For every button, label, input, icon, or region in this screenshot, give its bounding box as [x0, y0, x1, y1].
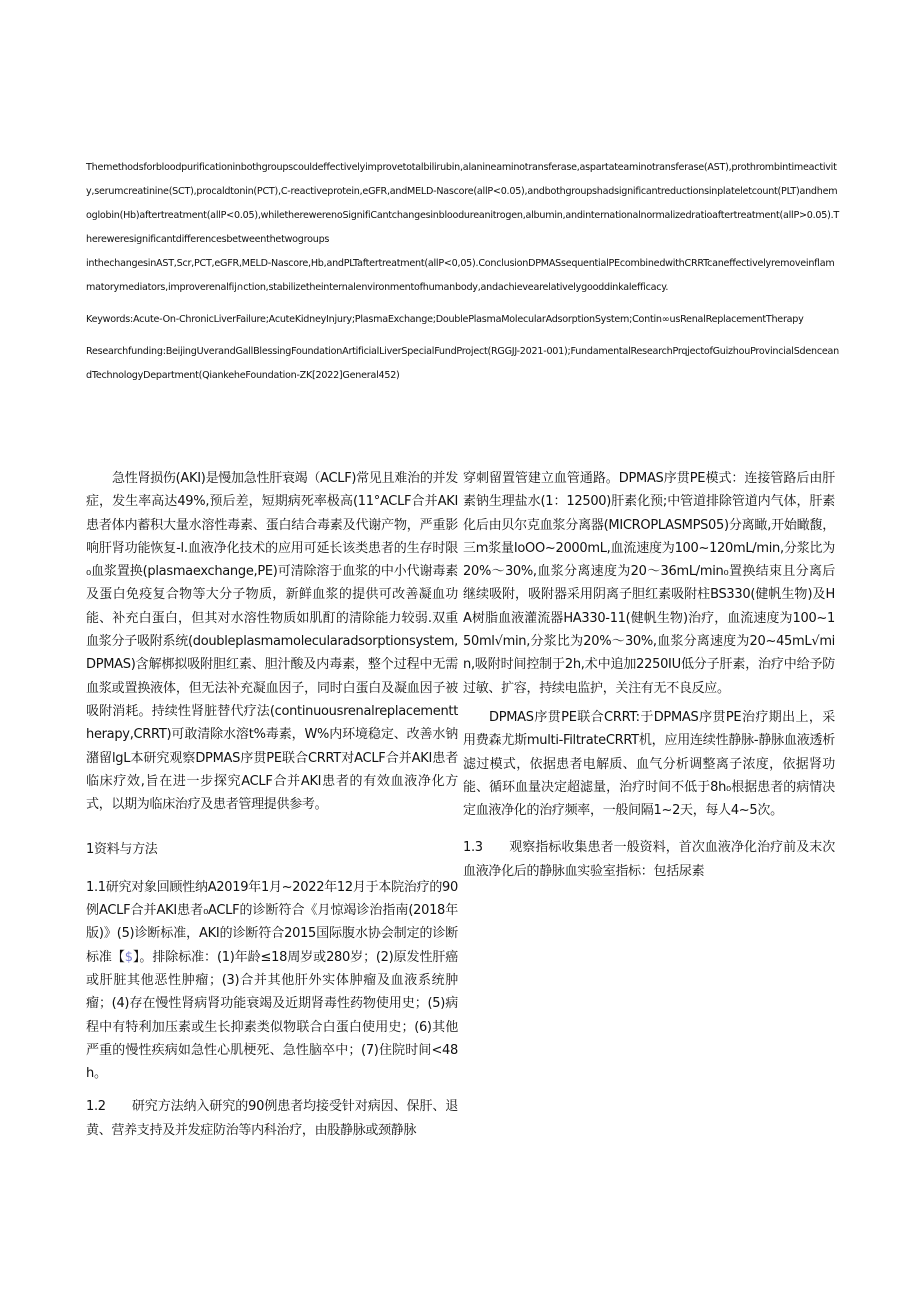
abstract-funding: Researchfunding:BeijingUverandGallBlessingFoundationArtificialLiverSpecialFundProject(RGGJJ-2021-001);FundamentalResearchPrqjectofGuizhouProvincialSdenceandTechnologyDepartment(QiankeheFoundation-ZK[2022]General452)	[86, 346, 839, 381]
section-1-1-paragraph	[86, 876, 458, 1086]
right-column	[463, 467, 835, 883]
section-1-heading: 1资料与方法	[86, 842, 158, 858]
abstract-keywords: Keywords:Acute-On-ChronicLiverFailure;AcuteKidneyInjury;PlasmaExchange;DoublePlasmaMolecularAdsorptionSystem;Contin∞usRenalReplacementTherapy	[86, 314, 804, 325]
abstract-results-part1: Themethodsforbloodpurificationinbothgroupscouldeffectivelyimprovetotalbilirubin,alanineaminotransferase,aspartateaminotransferase(AST),prothrombintimeactivity,serumcreatinine(SCT),procaldtonin(PCT),C-reactiveprotein,eGFR,andMELD-Nascore(allP<0.05),andbothgroupshadsignificantreductionsinplateletcount(PLT)andhemoglobin(Hb)aftertreatment(allP<0.05),whiletherewerenoSignifiCantchangesinbloodureanitrogen,albumin,andinternationalnormalizedratioaftertreatment(allP>0.05).Thereweresignificantdifferencesbetweenthetwogroups	[86, 162, 840, 245]
section-1-1-text-b: 】。排除标准：(1)年龄≤18周岁或280岁；(2)原发性肝癌或肝脏其他恶性肿瘤；(3)合并其他肝外实体肿瘤及血液系统肿瘤；(4)存在慢性肾病肾功能衰竭及近期肾毒性药物使用史；(5)病程中有特利加压素或生长抑素类似物联合白蛋白使用史；(6)其他严重的慢性疾病如急性心肌梗死、急性脑卒中；(7)住院时间<48h。	[86, 949, 458, 1082]
section-1-3-paragraph: 1.3 观察指标收集患者一般资料，首次血液净化治疗前及末次血液净化后的静脉血实验室指标：包括尿素	[463, 840, 835, 879]
section-1-2-paragraph: 1.2 研究方法纳入研究的90例患者均接受针对病因、保肝、退黄、营养支持及并发症防治等内科治疗，由股静脉或颈静脉	[86, 1099, 458, 1138]
english-abstract	[86, 156, 840, 388]
intro-paragraph: 急性肾损伤(AKI)是慢加急性肝衰竭（ACLF)常见且难治的并发症，发生率高达49%,预后差，短期病死率极高(11°ACLF合并AKI患者体内蓄积大量水溶性毒素、蛋白结合毒素及代谢产物，严重影响肝肾功能恢复-l.血液净化技术的应用可延长该类患者的生存时限₀血浆置换(plasmaexchange,PE)可清除溶于血浆的中小代谢毒素及蛋白免疫复合物等大分子物质，新鲜血浆的提供可改善凝血功能、补充白蛋白，但其对水溶性物质如肌酊的清除能力较弱.双重血浆分子吸附系统(doubleplasmamolecularadsorptionsystem,DPMAS)含解梆拟吸附胆红素、胆汁酸及内毒素，整个过程中无需血浆或置换液体，但无法补充凝血因子，同时白蛋白及凝血因子被吸附消耗。持续性肾脏替代疗法(continuousrenalreplacementtherapy,CRRT)可敢清除水溶t%毒素，W%内环境稳定、改善水钠潴留lgL本研究观察DPMAS序贯PE联合CRRT对ACLF合并AKI患者临床疗效,旨在进一步探究ACLF合并AKI患者的有效血液净化方式，以期为临床治疗及患者管理提供参考。	[86, 471, 458, 813]
left-column	[86, 467, 458, 1142]
reference-link[interactable]: $	[124, 949, 133, 965]
crrt-paragraph: DPMAS序贯PE联合CRRT:于DPMAS序贯PE治疗期出上，采用费森尤斯multi-FiltrateCRRT机，应用连续性静脉-静脉血液透析滤过模式，依据患者电解质、血气分析调整离子浓度，依据肾功能、循环血量决定超滤量，治疗时间不低于8h₀根据患者的病情决定血液净化的治疗频率，一般间隔1~2天，每人4~5次。	[463, 709, 835, 819]
abstract-results-part2: inthechangesinAST,Scr,PCT,eGFR,MELD-Nascore,Hb,andPLTaftertreatment(allP<0,05).ConclusionDPMASsequentialPEcombinedwithCRRTcaneffectivelyremoveinflammatorymediators,improverenalfij∩ction,stabilizetheinternalenvironmentofhumanbody,andachievearelativelygooddinkalefficacy.	[86, 258, 835, 293]
section-1-1-text-a: 1.1研究对象回顾性纳A2019年1月~2022年12月于本院治疗的90例ACLF合并AKI患者₀ACLF的诊断符合《月惊竭诊治指南(2018年版)》(5)诊断标准，AKI的诊断符合2015国际腹水协会制定的诊断标准【	[86, 879, 458, 965]
pe-mode-paragraph: 穿刺留置管建立血管通路。DPMAS序贯PE模式：连接管路后由肝素钠生理盐水(1：12500)肝素化预;中管道排除管道内气体，肝素化后由贝尔克血浆分离器(MICROPLASMPS05)分离瞰,开始瞰馥，三m浆量IoOO~2000mL,血流速度为100~120mL/min,分浆比为20%～30%,血浆分离速度为20～36mL/min₀置换结束且分离后继续吸附，吸附器采用阴离子胆红素吸附柱BS330(健帆生物)及HA树脂血液灌流器HA330-11(健帆生物)治疗，血流速度为100~150ml√min,分浆比为20%～30%,血浆分离速度为20~45mL√min,吸附时间控制于2h,术中追加2250IU低分子肝素，治疗中给予防过敏、扩容，持续电监护，关注有无不良反应。	[463, 471, 835, 696]
